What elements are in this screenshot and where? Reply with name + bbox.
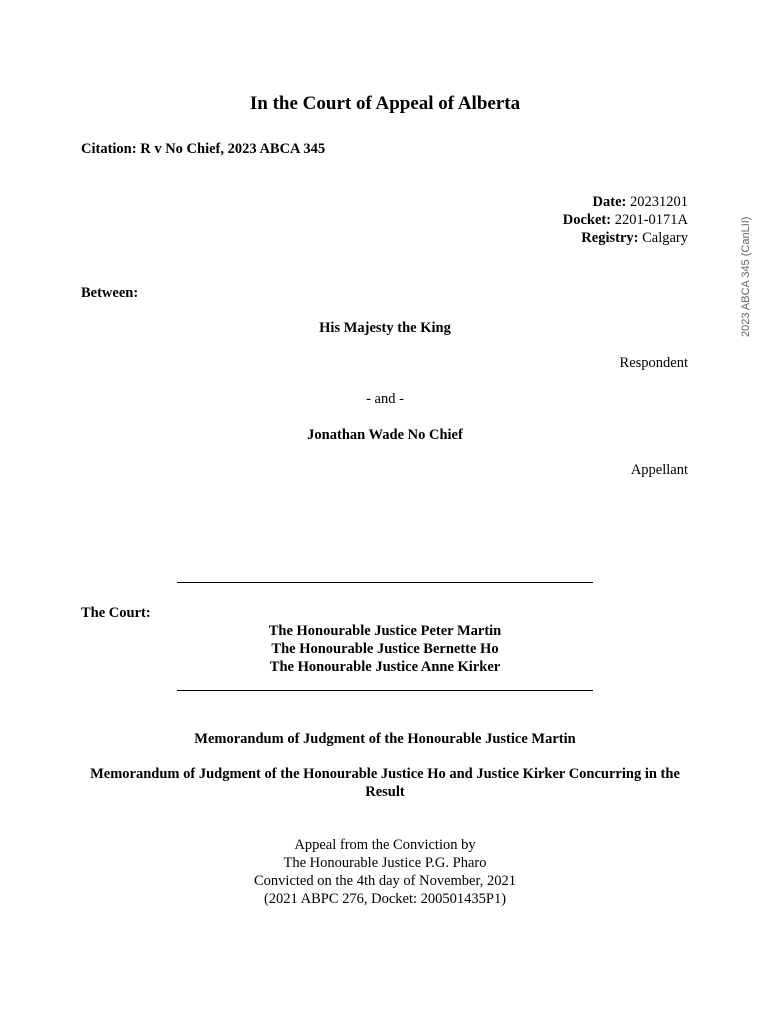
registry-label: Registry: — [581, 230, 639, 246]
memorandum-martin: Memorandum of Judgment of the Honourable Justice Martin — [194, 731, 576, 747]
divider-top — [177, 582, 593, 583]
appeal-line: The Honourable Justice P.G. Pharo — [283, 855, 487, 871]
docket-value: 2201-0171A — [614, 212, 688, 228]
citation-label: Citation: — [81, 141, 137, 157]
appellant-role: Appellant — [630, 462, 688, 478]
court-label: The Court: — [81, 605, 151, 621]
party-separator: - and - — [366, 391, 404, 407]
docket-label: Docket: — [562, 212, 612, 228]
appeal-line: Appeal from the Conviction by — [294, 837, 476, 853]
registry-line — [563, 229, 688, 247]
between-label: Between: — [81, 285, 139, 301]
memorandum-ho-kirker: Memorandum of Judgment of the Honourable Justice Ho and Justice Kirker Concurring in the Result — [90, 766, 680, 800]
justice-name: The Honourable Justice Bernette Ho — [271, 641, 499, 657]
appeal-details — [0, 836, 770, 908]
citation — [81, 141, 325, 158]
document-title: In the Court of Appeal of Alberta — [249, 93, 521, 114]
appeal-line: (2021 ABPC 276, Docket: 200501435P1) — [263, 891, 507, 907]
canlii-side-stamp: 2023 ABCA 345 (CanLII) — [740, 216, 752, 337]
date-line — [563, 193, 688, 211]
respondent-role: Respondent — [619, 355, 688, 371]
appeal-line: Convicted on the 4th day of November, 2021 — [254, 873, 516, 889]
divider-bottom — [177, 690, 593, 691]
justices-list — [0, 622, 770, 676]
date-value: 20231201 — [630, 194, 688, 210]
date-label: Date: — [592, 194, 627, 210]
respondent-name: His Majesty the King — [319, 320, 451, 336]
appellant-name: Jonathan Wade No Chief — [307, 427, 463, 443]
justice-name: The Honourable Justice Peter Martin — [268, 623, 502, 639]
citation-value: R v No Chief, 2023 ABCA 345 — [140, 141, 326, 157]
registry-value: Calgary — [642, 230, 688, 246]
justice-name: The Honourable Justice Anne Kirker — [269, 659, 501, 675]
case-metadata — [563, 193, 688, 247]
docket-line — [563, 211, 688, 229]
